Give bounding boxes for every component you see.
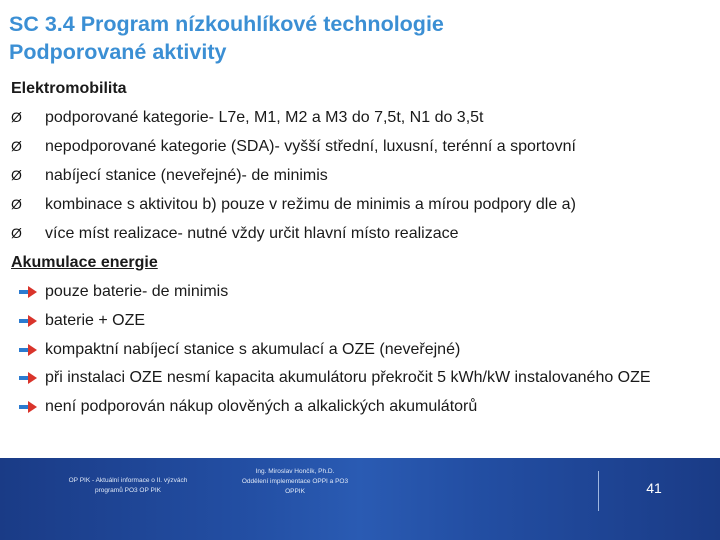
list-item-text: kombinace s aktivitou b) pouze v režimu de minimis a mírou podpory dle a)	[45, 196, 576, 213]
list-item-text: nabíjecí stanice (neveřejné)- de minimis	[45, 167, 328, 184]
page-number-box	[598, 471, 708, 511]
arrow-right-icon	[19, 315, 37, 327]
arrow-right-icon	[19, 286, 37, 298]
list-item	[11, 132, 711, 161]
list-item-text: kompaktní nabíjecí stanice s akumulací a OZE (neveřejné)	[45, 341, 461, 358]
slide-title	[9, 10, 709, 66]
list-item	[11, 306, 711, 335]
list-item-text: podporované kategorie- L7e, M1, M2 a M3 do 7,5t, N1 do 3,5t	[45, 109, 484, 126]
footer-mid-line-3: OPPIK	[285, 488, 305, 495]
footer-left-line-2: programů PO3 OP PIK	[95, 487, 161, 494]
list-item	[11, 103, 711, 132]
list-item	[11, 161, 711, 190]
title-line-1: SC 3.4 Program nízkouhlíkové technologie	[9, 12, 444, 36]
section-heading-electromobility: Elektromobilita	[11, 80, 127, 97]
list-item-text: více míst realizace- nutné vždy určit hlavní místo realizace	[45, 225, 459, 242]
arrow-right-icon	[19, 401, 37, 413]
list-item-text: pouze baterie- de minimis	[45, 283, 229, 300]
footer-left-line-1: OP PIK - Aktuální informace o II. výzvách	[68, 477, 188, 484]
list-item	[11, 277, 711, 306]
chevron-bullet-icon: Ø	[11, 196, 22, 212]
footer-presentation-title	[48, 476, 208, 496]
footer-bar	[0, 458, 720, 540]
list-item	[11, 190, 711, 219]
list-item-text: nepodporované kategorie (SDA)- vyšší střední, luxusní, terénní a sportovní	[45, 138, 576, 155]
page-number: 41	[646, 480, 662, 496]
list-item	[11, 219, 711, 248]
chevron-bullet-icon: Ø	[11, 138, 22, 154]
arrow-right-icon	[19, 344, 37, 356]
chevron-bullet-icon: Ø	[11, 225, 22, 241]
footer-author	[205, 467, 385, 497]
list-item	[11, 392, 711, 421]
chevron-bullet-icon: Ø	[11, 109, 22, 125]
title-line-2: Podporované aktivity	[9, 40, 227, 64]
list-item	[11, 335, 711, 364]
arrow-right-icon	[19, 372, 37, 384]
list-item-text: při instalaci OZE nesmí kapacita akumulátoru překročit 5 kWh/kW instalovaného OZE	[45, 369, 651, 386]
chevron-bullet-icon: Ø	[11, 167, 22, 183]
list-item-text: není podporován nákup olověných a alkalických akumulátorů	[45, 398, 478, 415]
section-heading-storage: Akumulace energie	[11, 254, 158, 271]
list-item-text: baterie + OZE	[45, 312, 146, 329]
footer-mid-line-1: Ing. Miroslav Hončík, Ph.D.	[255, 468, 335, 475]
slide-content	[11, 74, 711, 421]
list-item	[11, 364, 711, 392]
footer-mid-line-2: Oddělení implementace OPPI a PO3	[241, 478, 349, 485]
